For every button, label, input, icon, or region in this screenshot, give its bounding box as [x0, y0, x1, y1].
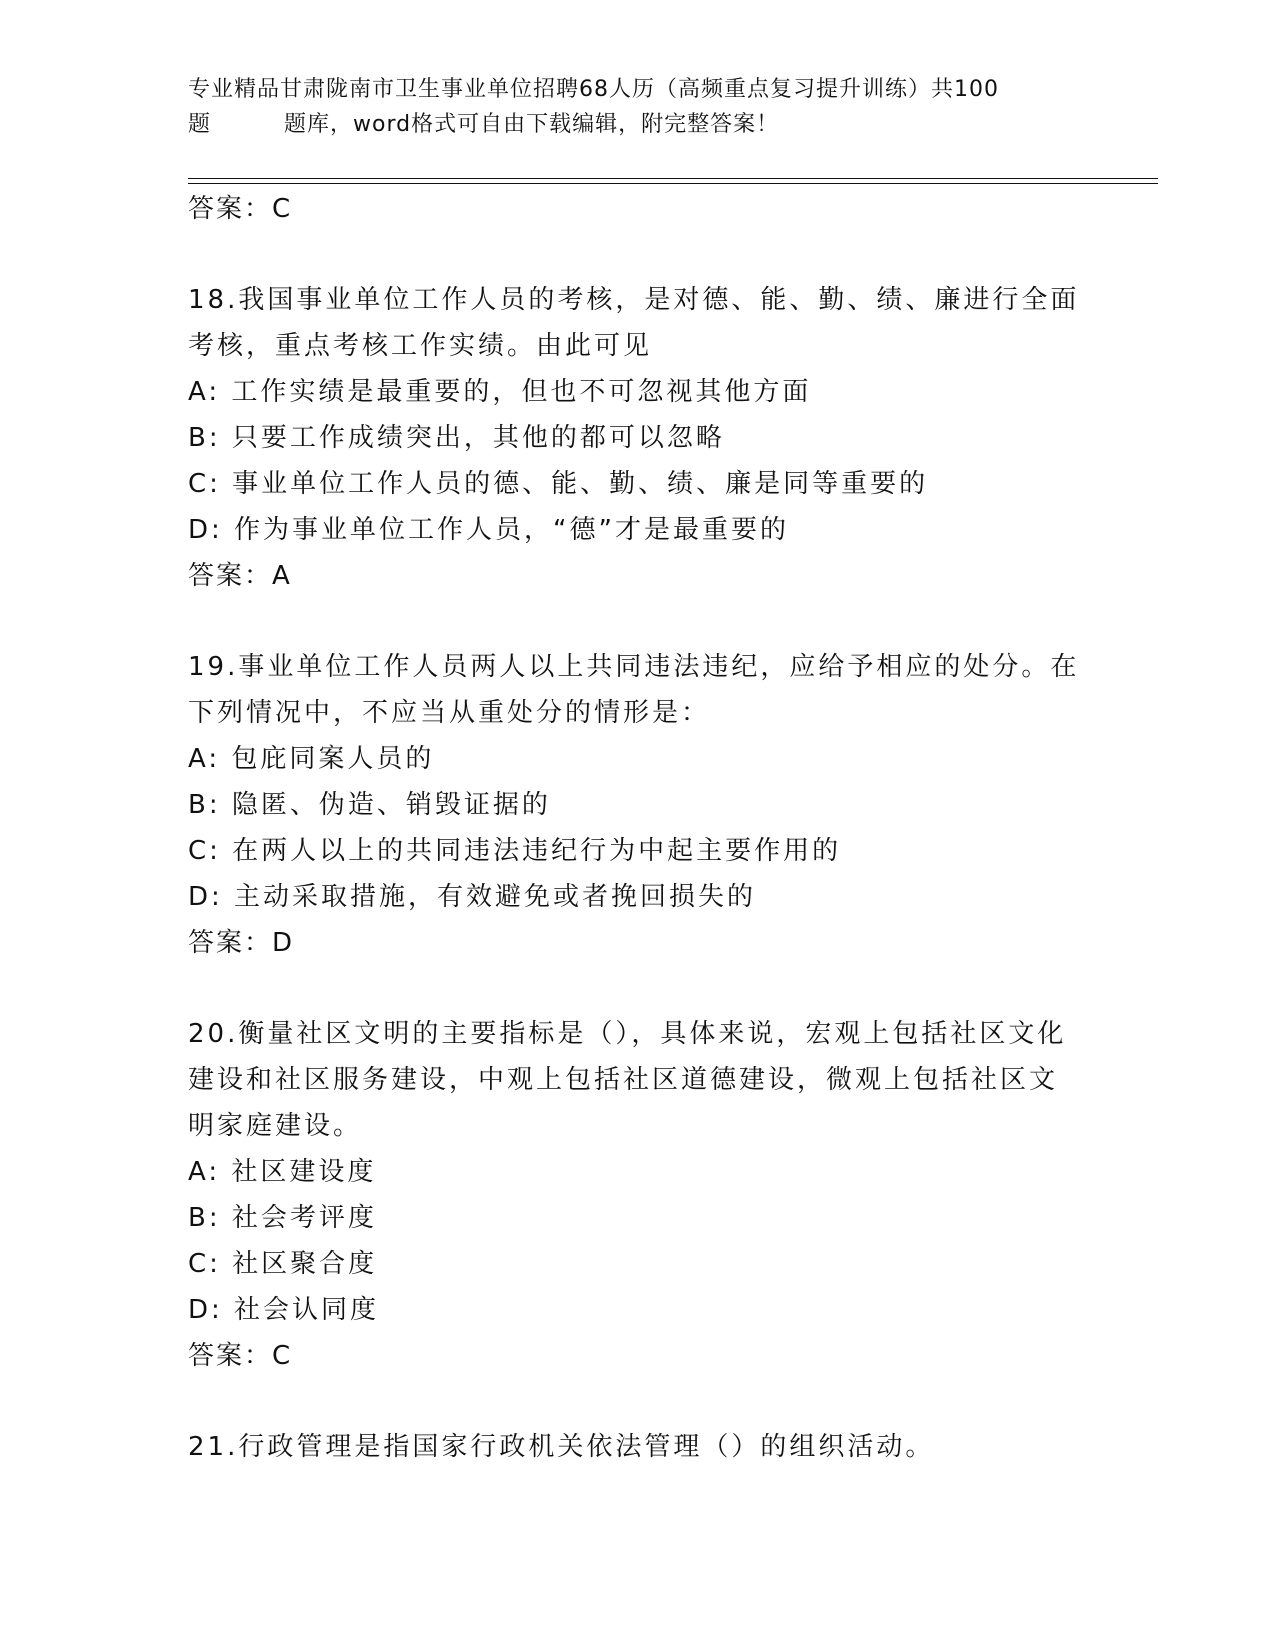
- header-title-line-2: [188, 107, 1068, 142]
- document-body: [188, 186, 1088, 1470]
- question-stem-line: 建设和社区服务建设，中观上包括社区道德建设，微观上包括社区文: [188, 1065, 1059, 1095]
- option-a: A: 社区建设度: [188, 1157, 377, 1187]
- spacer: [188, 966, 1088, 1011]
- previous-answer: 答案：C: [188, 194, 293, 224]
- question-21: [188, 1424, 1088, 1470]
- option-b: B: 只要工作成绩突出，其他的都可以忽略: [188, 423, 725, 453]
- answer-label: 答案：C: [188, 1341, 293, 1371]
- header-title-lead: 题: [188, 112, 212, 137]
- question-stem-line: 20.衡量社区文明的主要指标是（），具体来说，宏观上包括社区文化: [188, 1019, 1067, 1049]
- question-stem-line: 下列情况中，不应当从重处分的情形是：: [188, 698, 711, 728]
- option-d: D: 社会认同度: [188, 1295, 380, 1325]
- option-d: D: 作为事业单位工作人员，“德”才是最重要的: [188, 515, 789, 545]
- header-divider: [188, 178, 1158, 184]
- question-20: [188, 1011, 1088, 1379]
- option-c: C: 事业单位工作人员的德、能、勤、绩、廉是同等重要的: [188, 469, 929, 499]
- question-stem-line: 21.行政管理是指国家行政机关依法管理（）的组织活动。: [188, 1432, 935, 1462]
- question-stem-line: 18.我国事业单位工作人员的考核，是对德、能、勤、绩、廉进行全面: [188, 285, 1080, 315]
- question-stem-line: 19.事业单位工作人员两人以上共同违法违纪，应给予相应的处分。在: [188, 652, 1080, 682]
- answer-label: 答案：D: [188, 928, 295, 958]
- option-b: B: 社会考评度: [188, 1203, 377, 1233]
- question-19: [188, 644, 1088, 966]
- question-stem-line: 明家庭建设。: [188, 1111, 363, 1141]
- option-d: D: 主动采取措施，有效避免或者挽回损失的: [188, 882, 757, 912]
- spacer: [188, 1379, 1088, 1424]
- spacer: [188, 599, 1088, 644]
- option-c: C: 社区聚合度: [188, 1249, 378, 1279]
- option-c: C: 在两人以上的共同违法违纪行为中起主要作用的: [188, 836, 842, 866]
- question-stem-line: 考核，重点考核工作实绩。由此可见: [188, 331, 653, 361]
- option-a: A: 包庇同案人员的: [188, 744, 435, 774]
- option-a: A: 工作实绩是最重要的，但也不可忽视其他方面: [188, 377, 812, 407]
- page-header: [188, 72, 1068, 142]
- option-b: B: 隐匿、伪造、销毁证据的: [188, 790, 551, 820]
- answer-label: 答案：A: [188, 561, 292, 591]
- header-title-line-1: 专业精品甘肃陇南市卫生事业单位招聘68人历（高频重点复习提升训练）共100: [188, 77, 999, 102]
- question-18: [188, 277, 1088, 599]
- header-title-rest: 题库，word格式可自由下载编辑，附完整答案！: [284, 112, 780, 137]
- spacer: [188, 232, 1088, 277]
